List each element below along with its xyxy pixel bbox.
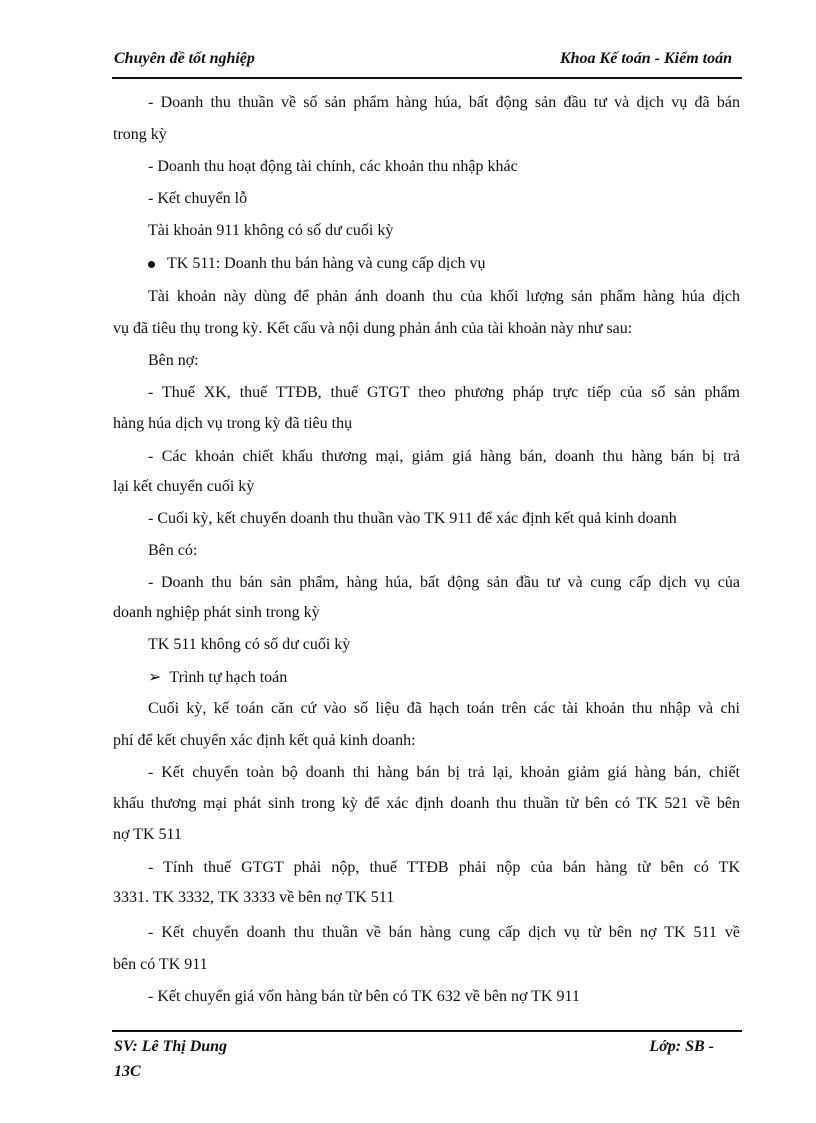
body-line-text: trong kỳ xyxy=(113,126,167,143)
body-line-text: bên có TK 911 xyxy=(113,956,208,973)
body-line xyxy=(113,730,416,752)
body-line-text: - Kết chuyển toàn bộ doanh thi hàng bán bị trả lại, khoản giảm giá hàng bán, chiết xyxy=(148,764,740,781)
body-line xyxy=(148,667,287,689)
body-line-text: TK 511 không có số dư cuối kỳ xyxy=(148,636,351,653)
body-line-text: vụ đã tiêu thụ trong kỳ. Kết cấu và nội dung phản ánh của tài khoản này như sau: xyxy=(113,320,633,337)
body-line-text: - Doanh thu hoạt động tài chính, các khoản thu nhập khác xyxy=(148,158,518,175)
header-rule xyxy=(112,77,742,79)
body-line-text: - Cuối kỳ, kết chuyển doanh thu thuần vào TK 911 để xác định kết quả kinh doanh xyxy=(148,510,677,527)
body-line xyxy=(148,446,740,468)
body-line xyxy=(148,156,518,178)
body-line xyxy=(148,286,740,308)
footer-student: SV: Lê Thị Dung xyxy=(114,1038,228,1055)
body-line xyxy=(113,954,208,976)
body-line xyxy=(148,220,393,242)
body-line-text: doanh nghiệp phát sinh trong kỳ xyxy=(113,604,320,621)
footer-rule xyxy=(112,1030,742,1032)
arrow-bullet-icon: ➢ xyxy=(148,669,162,686)
body-line-text: TK 511: Doanh thu bán hàng và cung cấp dịch vụ xyxy=(167,255,486,272)
body-line xyxy=(113,413,352,435)
body-line-text: - Các khoản chiết khấu thương mại, giảm giá hàng bán, doanh thu hàng bán bị trả xyxy=(148,448,740,465)
body-line xyxy=(113,824,182,846)
body-line xyxy=(148,986,580,1008)
body-line-text: - Doanh thu bán sản phẩm, hàng húa, bất động sản đầu tư và cung cấp dịch vụ của xyxy=(148,574,740,591)
body-line-text: nợ TK 511 xyxy=(113,826,182,843)
body-line xyxy=(113,887,394,909)
body-line-text: - Thuế XK, thuế TTĐB, thuế GTGT theo phương pháp trực tiếp của số sản phẩm xyxy=(148,384,740,401)
body-line xyxy=(148,922,740,944)
body-line-text: - Tính thuế GTGT phải nộp, thuế TTĐB phải nộp của bán hàng từ bên có TK xyxy=(148,859,740,876)
body-line xyxy=(148,572,740,594)
body-line-text: 3331. TK 3332, TK 3333 về bên nợ TK 511 xyxy=(113,889,395,906)
body-line-text: khấu thương mại phát sinh trong kỳ để xác định doanh thu thuần từ bên có TK 521 về bên xyxy=(113,795,740,812)
body-line xyxy=(113,124,167,146)
body-line xyxy=(148,698,740,720)
body-line xyxy=(148,253,485,275)
body-line xyxy=(148,382,740,404)
body-line-text: Tài khoản này dùng để phản ánh doanh thu của khối lượng sản phẩm hàng húa dịch xyxy=(148,288,740,305)
body-line-text: - Kết chuyển lỗ xyxy=(148,190,248,207)
body-line-text: Cuối kỳ, kế toán căn cứ vào số liệu đã hạch toán trên các tài khoản thu nhập và chi xyxy=(148,700,740,717)
body-line xyxy=(148,540,197,562)
header-title: Chuyên đề tốt nghiệp xyxy=(114,50,255,67)
body-line xyxy=(148,857,740,879)
body-line-text: hàng húa dịch vụ trong kỳ đã tiêu thụ xyxy=(113,415,353,432)
body-line xyxy=(113,318,632,340)
body-line xyxy=(148,634,350,656)
bullet-icon xyxy=(148,261,155,268)
body-line-text: Bên nợ: xyxy=(148,352,199,369)
header-department: Khoa Kế toán - Kiểm toán xyxy=(559,50,732,67)
body-line-text: Tài khoản 911 không có số dư cuối kỳ xyxy=(148,222,394,239)
body-line-text: phí để kết chuyển xác định kết quả kinh doanh: xyxy=(113,732,416,749)
body-line-text: Trình tự hạch toán xyxy=(169,669,288,686)
body-line xyxy=(113,476,254,498)
body-line-text: - Kết chuyển giá vốn hàng bán từ bên có TK 632 về bên nợ TK 911 xyxy=(148,988,580,1005)
body-line xyxy=(148,92,740,114)
body-line xyxy=(148,188,247,210)
body-line-text: - Doanh thu thuần về số sản phẩm hàng húa, bất động sản đầu tư và dịch vụ đã bán xyxy=(148,94,740,111)
body-line xyxy=(148,762,740,784)
body-line xyxy=(148,508,677,530)
body-line xyxy=(113,602,320,624)
body-line-text: lại kết chuyển cuối kỳ xyxy=(113,478,255,495)
footer-class-suffix: 13C xyxy=(114,1063,141,1080)
body-line xyxy=(148,350,199,372)
page-header xyxy=(112,50,742,78)
footer-class: Lớp: SB - xyxy=(649,1038,714,1055)
body-line xyxy=(113,793,740,815)
body-line-text: Bên có: xyxy=(148,542,198,559)
body-line-text: - Kết chuyển doanh thu thuần về bán hàng cung cấp dịch vụ từ bên nợ TK 511 về xyxy=(148,924,740,941)
